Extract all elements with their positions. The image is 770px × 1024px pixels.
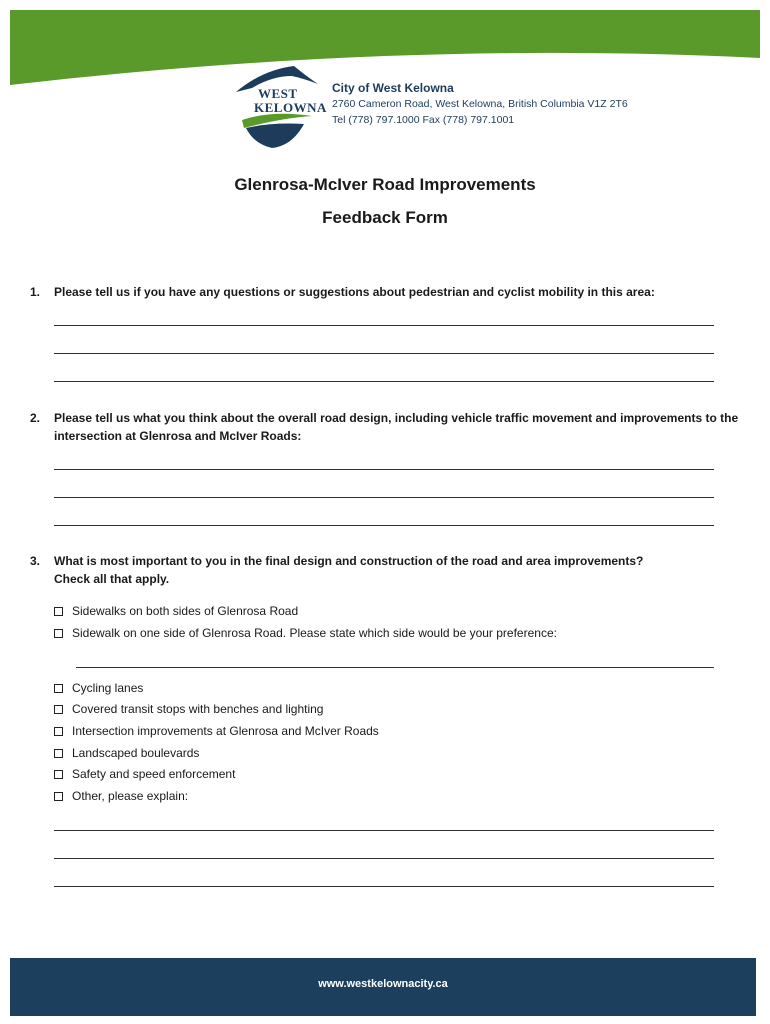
question-1 — [30, 283, 740, 301]
checkbox-icon[interactable] — [54, 607, 63, 616]
form-subtitle: Feedback Form — [322, 208, 448, 227]
logo-word-west: WEST — [258, 86, 298, 101]
checkbox-icon[interactable] — [54, 770, 63, 779]
option-label: Other, please explain: — [72, 789, 189, 803]
checkbox-icon[interactable] — [54, 629, 63, 638]
answer-line-1a[interactable] — [54, 325, 714, 326]
org-phone: Tel (778) 797.1000 Fax (778) 797.1001 — [332, 114, 515, 126]
question-number: 1. — [30, 285, 41, 299]
question-number: 2. — [30, 411, 41, 425]
option-label: Sidewalks on both sides of Glenrosa Road — [72, 604, 299, 618]
footer-bar — [10, 958, 756, 1016]
question-text: Please tell us what you think about the overall road design, including vehicle traffic movement and improvements to the intersection at Glenrosa and McIver Roads: — [54, 411, 739, 443]
organization-info — [332, 80, 628, 128]
option-cycling-lanes[interactable] — [54, 679, 143, 697]
answer-line-side-preference[interactable] — [76, 667, 714, 668]
question-3 — [30, 552, 740, 588]
answer-line-1c[interactable] — [54, 381, 714, 382]
west-kelowna-logo — [232, 62, 327, 150]
option-intersection-improvements[interactable] — [54, 722, 379, 740]
form-title: Glenrosa-McIver Road Improvements — [234, 175, 536, 194]
option-label: Covered transit stops with benches and lighting — [72, 702, 324, 716]
checkbox-icon[interactable] — [54, 792, 63, 801]
option-sidewalk-one-side[interactable] — [54, 624, 557, 642]
footer-website-link[interactable]: www.westkelownacity.ca — [318, 978, 448, 990]
logo-word-kelowna: KELOWNA — [254, 100, 327, 115]
option-label: Safety and speed enforcement — [72, 767, 236, 781]
answer-line-other-c[interactable] — [54, 886, 714, 887]
checkbox-icon[interactable] — [54, 727, 63, 736]
option-sidewalks-both-sides[interactable] — [54, 602, 298, 620]
option-label: Intersection improvements at Glenrosa and McIver Roads — [72, 724, 379, 738]
answer-line-2a[interactable] — [54, 469, 714, 470]
checkbox-icon[interactable] — [54, 684, 63, 693]
answer-line-other-a[interactable] — [54, 830, 714, 831]
org-name: City of West Kelowna — [332, 81, 454, 95]
question-number: 3. — [30, 554, 41, 568]
question-text: Please tell us if you have any questions or suggestions about pedestrian and cyclist mobility in this area: — [54, 285, 655, 299]
checkbox-icon[interactable] — [54, 749, 63, 758]
option-landscaped-boulevards[interactable] — [54, 744, 199, 762]
answer-line-1b[interactable] — [54, 353, 714, 354]
option-label: Landscaped boulevards — [72, 746, 200, 760]
option-safety-speed-enforcement[interactable] — [54, 765, 235, 783]
answer-line-2b[interactable] — [54, 497, 714, 498]
question-text: What is most important to you in the final design and construction of the road and area improvements? Check all that apply. — [54, 554, 644, 586]
question-2 — [30, 409, 740, 445]
answer-line-2c[interactable] — [54, 525, 714, 526]
option-other[interactable] — [54, 787, 188, 805]
org-address: 2760 Cameron Road, West Kelowna, British Columbia V1Z 2T6 — [332, 98, 628, 110]
checkbox-icon[interactable] — [54, 705, 63, 714]
answer-line-other-b[interactable] — [54, 858, 714, 859]
option-covered-transit-stops[interactable] — [54, 700, 323, 718]
option-label: Cycling lanes — [72, 681, 144, 695]
option-label: Sidewalk on one side of Glenrosa Road. Please state which side would be your preference: — [72, 626, 557, 640]
